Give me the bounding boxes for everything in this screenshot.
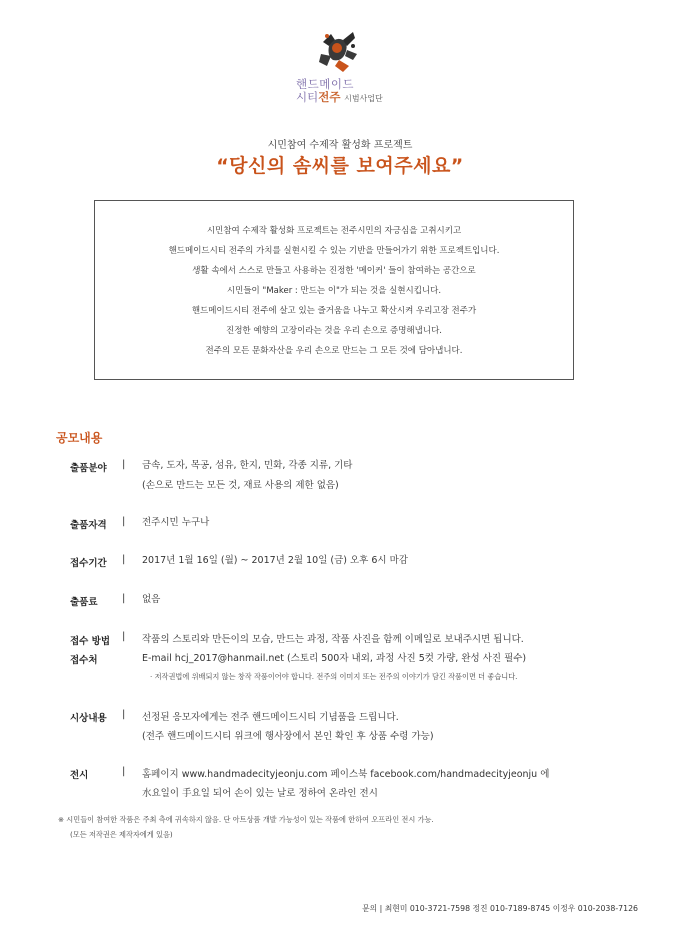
footnote: ※ 시민들이 참여한 작품은 주최 측에 귀속하지 않음. 단 아트상품 개발 가능성이 있는 작품에 한하여 오프라인 전시 가능. — [58, 815, 434, 824]
page-title: “당신의 솜씨를 보여주세요” — [216, 155, 464, 177]
separator: | — [122, 459, 126, 470]
label-period: 접수기간 — [70, 558, 107, 569]
separator: | — [122, 631, 126, 642]
intro-line: 진정한 예향의 고장이라는 것을 우리 손으로 증명해냅니다. — [226, 326, 442, 336]
separator: | — [122, 766, 126, 777]
separator: | — [122, 516, 126, 527]
separator: | — [122, 593, 126, 604]
value-eligibility: 전주시민 누구나 — [142, 517, 210, 528]
intro-line: 시민들이 "Maker : 만드는 이"가 되는 것을 실현시킵니다. — [226, 286, 442, 296]
contact-info: 문의 | 최현미 010-3721-7598 정진 010-7189-8745 이정우 010-2038-7126 — [362, 904, 638, 913]
intro-box — [94, 200, 574, 380]
intro-line: 시민참여 수제작 활성화 프로젝트는 전주시민의 자긍심을 고취시키고 — [206, 226, 462, 236]
method-note: · 저작권법에 위배되지 않는 창작 작품이어야 합니다. 전주의 이미지 또는 전주의 이야기가 담긴 작품이면 더 좋습니다. — [150, 672, 518, 681]
separator: | — [122, 709, 126, 720]
label-award: 시상내용 — [70, 713, 107, 724]
value-method: 작품의 스토리와 만든이의 모습, 만드는 과정, 작품 사진을 함께 이메일로 보내주시면 됩니다. E-mail hcj_2017@hanmail.net (스토리 500자 내외, 과정 사진 5컷 가량, 완성 사진 필수) — [142, 634, 527, 664]
hand-logo-icon — [319, 32, 357, 72]
label-method: 접수 방법 접수처 — [70, 636, 111, 666]
value-field: 금속, 도자, 목공, 섬유, 한지, 민화, 각종 지류, 기타 (손으로 만드는 모든 것, 재료 사용의 제한 없음) — [142, 460, 353, 491]
label-eligibility: 출품자격 — [70, 520, 107, 531]
logo-text-line1: 핸드메이드 — [296, 77, 355, 91]
value-period: 2017년 1월 16일 (월) ~ 2017년 2월 10일 (금) 오후 6시 마감 — [142, 555, 408, 566]
label-field: 출품분야 — [70, 463, 107, 474]
value-exhibit: 홈페이지 www.handmadecityjeonju.com 페이스북 facebook.com/handmadecityjeonju 에 水요일이 手요일 되어 손이 있는 날로 정하여 온라인 전시 — [142, 769, 550, 799]
footnote-copyright: (모든 저작권은 제작자에게 있음) — [70, 830, 173, 839]
label-exhibit: 전시 — [70, 770, 89, 781]
intro-line: 전주의 모든 문화자산을 우리 손으로 만드는 그 모든 것에 담아냅니다. — [205, 346, 463, 356]
section-title: 공모내용 — [56, 431, 103, 445]
intro-line: 핸드메이드시티 전주의 가치를 실현시킬 수 있는 기반을 만들어가기 위한 프로젝트입니다. — [168, 246, 500, 256]
separator: | — [122, 554, 126, 565]
value-fee: 없음 — [142, 594, 161, 605]
intro-line: 핸드메이드시티 전주에 살고 있는 즐거움을 나누고 확산시켜 우리고장 전주가 — [191, 306, 477, 316]
value-award: 선정된 응모자에게는 전주 핸드메이드시티 기념품을 드립니다. (전주 핸드메이드시티 위크에 행사장에서 본인 확인 후 상품 수령 가능) — [142, 712, 434, 742]
intro-line: 생활 속에서 스스로 만들고 사용하는 진정한 '메이커' 들이 참여하는 공간으로 — [192, 266, 476, 276]
label-fee: 출품료 — [70, 597, 98, 608]
subtitle: 시민참여 수제작 활성화 프로젝트 — [267, 140, 413, 151]
logo-text-line2: 시티전주 시범사업단 — [296, 90, 383, 104]
